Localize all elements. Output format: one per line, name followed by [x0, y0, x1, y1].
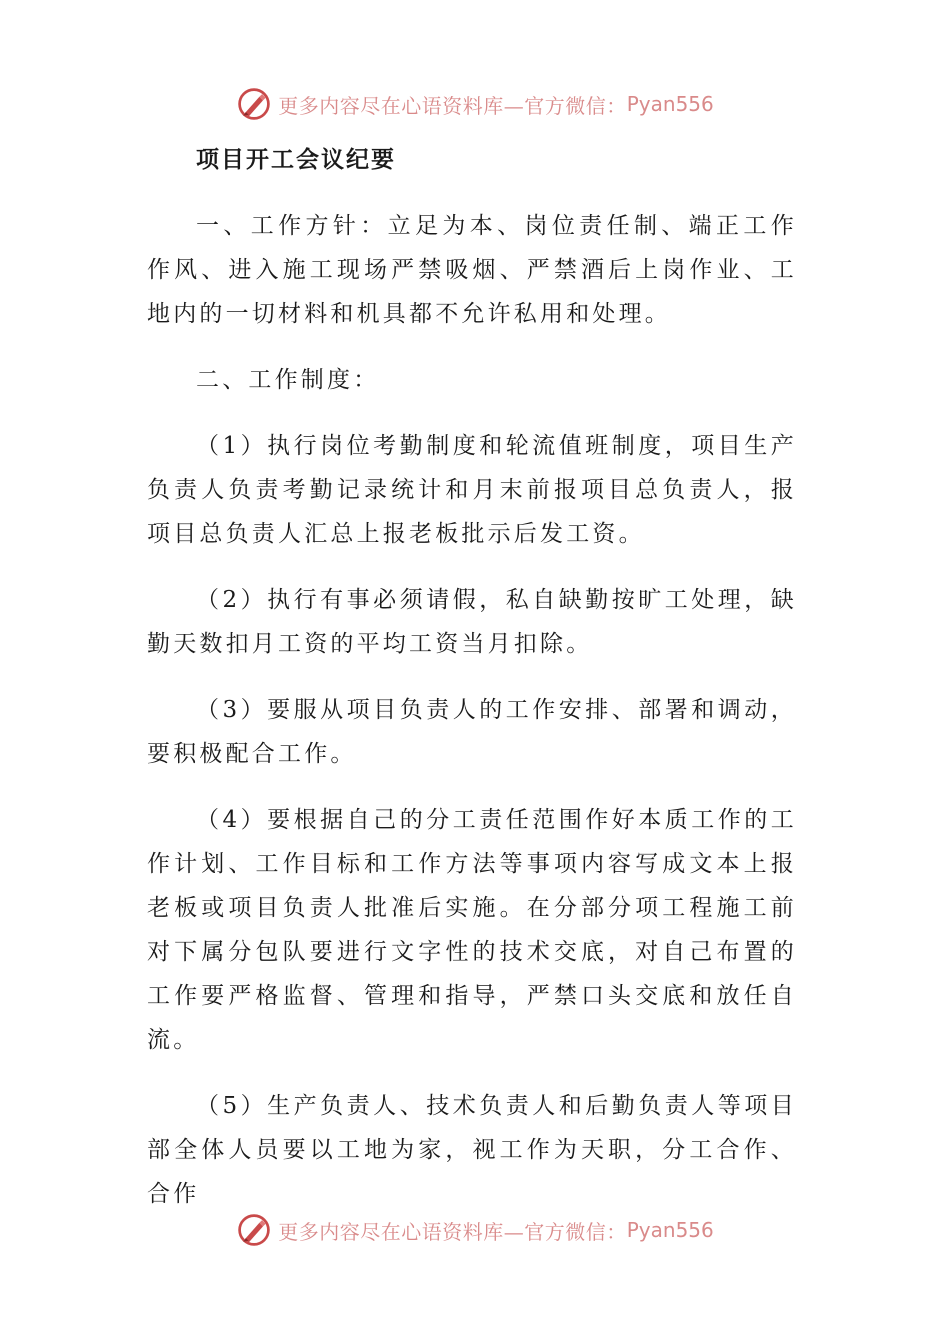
banner-wechat-id: Pyan556 [626, 1218, 714, 1242]
paragraph-item-4: （4）要根据自己的分工责任范围作好本质工作的工作计划、工作目标和工作方法等事项内容写成文本上报老板或项目负责人批准后实施。在分部分项工程施工前对下属分包队要进行文字性的技术交底，对自己布置的工作要严格监督、管理和指导，严禁口头交底和放任自流。 [147, 807, 797, 1053]
paragraph-policy: 一、工作方针：立足为本、岗位责任制、端正工作作风、进入施工现场严禁吸烟、严禁酒后上岗作业、工地内的一切材料和机具都不允许私用和处理。 [147, 213, 797, 327]
header-watermark-banner [0, 82, 950, 126]
pen-logo-icon [236, 1212, 272, 1248]
paragraph-item-3: （3）要服从项目负责人的工作安排、部署和调动，要积极配合工作。 [147, 697, 797, 767]
footer-watermark-banner [0, 1208, 950, 1252]
banner-text: 更多内容尽在心语资料库—官方微信： [278, 93, 627, 118]
pen-logo-icon [236, 86, 272, 122]
paragraph-system-heading: 二、工作制度： [196, 367, 380, 393]
paragraph-item-2: （2）执行有事必须请假，私自缺勤按旷工处理，缺勤天数扣月工资的平均工资当月扣除。 [147, 587, 797, 657]
document-body [147, 138, 797, 1216]
paragraph-item-5: （5）生产负责人、技术负责人和后勤负责人等项目部全体人员要以工地为家，视工作为天职，分工合作、合作 [147, 1093, 797, 1207]
paragraph-item-1: （1）执行岗位考勤制度和轮流值班制度，项目生产负责人负责考勤记录统计和月末前报项目总负责人，报项目总负责人汇总上报老板批示后发工资。 [147, 433, 797, 547]
banner-wechat-id: Pyan556 [626, 92, 714, 116]
banner-text: 更多内容尽在心语资料库—官方微信： [278, 1219, 627, 1244]
document-title: 项目开工会议纪要 [196, 146, 396, 173]
